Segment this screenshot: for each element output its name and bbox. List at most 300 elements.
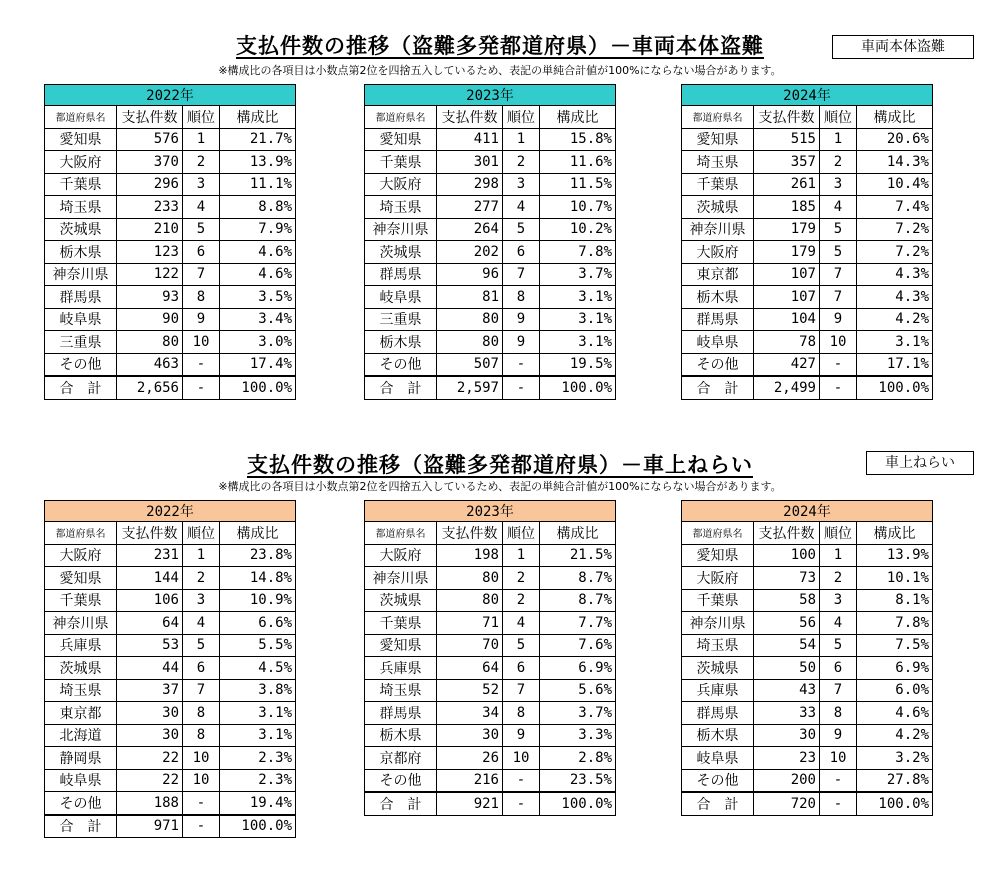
column-header-ratio: 構成比: [857, 106, 933, 129]
prefecture-cell: 神奈川県: [365, 567, 437, 590]
count-cell: 296: [117, 173, 183, 196]
rank-cell: 9: [503, 331, 540, 354]
rank-cell: 4: [503, 196, 540, 219]
count-cell: 81: [437, 286, 503, 309]
column-header-pref: 都道府県名: [365, 106, 437, 129]
prefecture-cell: 東京都: [45, 702, 117, 725]
year-row: [682, 85, 933, 106]
table-row: [682, 724, 933, 747]
table-row: [365, 724, 616, 747]
ratio-cell: 100.0%: [220, 376, 296, 399]
count-cell: 144: [117, 567, 183, 590]
table-row: [45, 128, 296, 151]
table-row: [45, 567, 296, 590]
table-row: [45, 657, 296, 680]
prefecture-cell: 大阪府: [45, 151, 117, 174]
column-header-count: 支払件数: [437, 522, 503, 545]
count-cell: 22: [117, 769, 183, 792]
prefecture-cell: 岐阜県: [365, 286, 437, 309]
column-header-ratio: 構成比: [540, 106, 616, 129]
ratio-cell: 3.1%: [540, 331, 616, 354]
rank-cell: 1: [183, 128, 220, 151]
ratio-cell: 4.5%: [220, 657, 296, 680]
count-cell: 427: [754, 353, 820, 376]
ratio-cell: 5.5%: [220, 634, 296, 657]
prefecture-cell: 栃木県: [45, 241, 117, 264]
column-header-ratio: 構成比: [220, 106, 296, 129]
ratio-cell: 7.6%: [540, 634, 616, 657]
prefecture-cell: 合 計: [45, 376, 117, 399]
prefecture-cell: 栃木県: [365, 331, 437, 354]
prefecture-cell: 栃木県: [682, 724, 754, 747]
ratio-cell: 3.5%: [220, 286, 296, 309]
year-table: [681, 500, 933, 816]
footnote: ※構成比の各項目は小数点第2位を四捨五入しているため、表記の単純合計値が100%にならない場合があります。: [218, 64, 782, 77]
table-row: [365, 657, 616, 680]
prefecture-cell: 合 計: [682, 376, 754, 399]
prefecture-cell: その他: [682, 353, 754, 376]
prefecture-cell: 千葉県: [365, 612, 437, 635]
table-row: [45, 769, 296, 792]
year-row: [45, 85, 296, 106]
count-cell: 80: [437, 308, 503, 331]
rank-cell: 5: [503, 218, 540, 241]
category-tag: 車両本体盗難: [832, 35, 974, 59]
table-row: [682, 657, 933, 680]
rank-cell: 1: [503, 128, 540, 151]
prefecture-cell: 群馬県: [682, 308, 754, 331]
rank-cell: -: [503, 353, 540, 376]
count-cell: 202: [437, 241, 503, 264]
prefecture-cell: 大阪府: [682, 567, 754, 590]
table-row: [682, 612, 933, 635]
count-cell: 2,656: [117, 376, 183, 399]
prefecture-cell: 神奈川県: [682, 218, 754, 241]
table-row: [45, 196, 296, 219]
table-row: [682, 331, 933, 354]
year-row: [45, 501, 296, 522]
count-cell: 198: [437, 544, 503, 567]
rank-cell: 3: [820, 173, 857, 196]
table-row: [365, 308, 616, 331]
column-header-rank: 順位: [503, 106, 540, 129]
rank-cell: 10: [183, 747, 220, 770]
prefecture-cell: 愛知県: [682, 128, 754, 151]
ratio-cell: 7.2%: [857, 218, 933, 241]
prefecture-cell: 神奈川県: [45, 263, 117, 286]
count-cell: 30: [117, 702, 183, 725]
ratio-cell: 4.6%: [220, 241, 296, 264]
ratio-cell: 7.4%: [857, 196, 933, 219]
prefecture-cell: 大阪府: [365, 173, 437, 196]
table-row: [365, 151, 616, 174]
count-cell: 50: [754, 657, 820, 680]
column-header-rank: 順位: [183, 522, 220, 545]
total-row: [45, 815, 296, 838]
rank-cell: 2: [503, 589, 540, 612]
total-row: [365, 792, 616, 815]
prefecture-cell: 愛知県: [45, 567, 117, 590]
count-cell: 64: [437, 657, 503, 680]
prefecture-cell: 京都府: [365, 747, 437, 770]
count-cell: 56: [754, 612, 820, 635]
table-row: [45, 747, 296, 770]
ratio-cell: 3.1%: [220, 702, 296, 725]
count-cell: 54: [754, 634, 820, 657]
count-cell: 23: [754, 747, 820, 770]
rank-cell: 9: [183, 308, 220, 331]
column-header-pref: 都道府県名: [45, 522, 117, 545]
rank-cell: 8: [503, 702, 540, 725]
ratio-cell: 17.4%: [220, 353, 296, 376]
count-cell: 231: [117, 544, 183, 567]
ratio-cell: 27.8%: [857, 769, 933, 792]
column-header-rank: 順位: [183, 106, 220, 129]
ratio-cell: 10.7%: [540, 196, 616, 219]
ratio-cell: 3.3%: [540, 724, 616, 747]
year-label: 2023年: [365, 85, 616, 106]
rank-cell: -: [503, 769, 540, 792]
ratio-cell: 7.2%: [857, 241, 933, 264]
column-header-ratio: 構成比: [540, 522, 616, 545]
table-row: [682, 263, 933, 286]
rank-cell: 10: [183, 769, 220, 792]
table-row: [682, 634, 933, 657]
total-row: [365, 376, 616, 399]
ratio-cell: 6.9%: [857, 657, 933, 680]
rank-cell: -: [820, 353, 857, 376]
prefecture-cell: 埼玉県: [365, 196, 437, 219]
table-row: [365, 679, 616, 702]
prefecture-cell: 栃木県: [682, 286, 754, 309]
count-cell: 53: [117, 634, 183, 657]
table-row: [45, 241, 296, 264]
column-header-count: 支払件数: [754, 522, 820, 545]
section-title: 支払件数の推移（盗難多発都道府県）－車両本体盗難: [236, 34, 764, 58]
count-cell: 96: [437, 263, 503, 286]
table-row: [45, 792, 296, 815]
prefecture-cell: 群馬県: [365, 263, 437, 286]
prefecture-cell: 岐阜県: [682, 331, 754, 354]
ratio-cell: 100.0%: [540, 792, 616, 815]
count-cell: 100: [754, 544, 820, 567]
year-label: 2022年: [45, 501, 296, 522]
rank-cell: 6: [183, 657, 220, 680]
table-row: [45, 702, 296, 725]
rank-cell: 8: [183, 702, 220, 725]
header-row: [45, 106, 296, 129]
rank-cell: 5: [820, 634, 857, 657]
count-cell: 90: [117, 308, 183, 331]
column-header-pref: 都道府県名: [682, 522, 754, 545]
count-cell: 298: [437, 173, 503, 196]
prefecture-cell: その他: [365, 769, 437, 792]
ratio-cell: 10.1%: [857, 567, 933, 590]
count-cell: 73: [754, 567, 820, 590]
header-row: [365, 522, 616, 545]
rank-cell: -: [820, 769, 857, 792]
column-header-rank: 順位: [820, 522, 857, 545]
ratio-cell: 8.8%: [220, 196, 296, 219]
table-row: [45, 218, 296, 241]
prefecture-cell: 愛知県: [45, 128, 117, 151]
table-row: [682, 173, 933, 196]
prefecture-cell: その他: [45, 792, 117, 815]
rank-cell: -: [503, 792, 540, 815]
table-row: [45, 151, 296, 174]
table-row: [682, 128, 933, 151]
count-cell: 370: [117, 151, 183, 174]
table-row: [365, 218, 616, 241]
rank-cell: 7: [820, 263, 857, 286]
table-row: [682, 196, 933, 219]
prefecture-cell: 群馬県: [365, 702, 437, 725]
table-row: [365, 702, 616, 725]
ratio-cell: 8.1%: [857, 589, 933, 612]
prefecture-cell: 群馬県: [45, 286, 117, 309]
rank-cell: 5: [183, 634, 220, 657]
rank-cell: 6: [183, 241, 220, 264]
ratio-cell: 8.7%: [540, 567, 616, 590]
prefecture-cell: 埼玉県: [45, 679, 117, 702]
count-cell: 64: [117, 612, 183, 635]
table-row: [682, 769, 933, 792]
rank-cell: 9: [820, 308, 857, 331]
table-row: [682, 544, 933, 567]
table-row: [45, 589, 296, 612]
prefecture-cell: 千葉県: [682, 589, 754, 612]
prefecture-cell: 埼玉県: [365, 679, 437, 702]
count-cell: 58: [754, 589, 820, 612]
table-row: [365, 544, 616, 567]
ratio-cell: 2.3%: [220, 769, 296, 792]
column-header-ratio: 構成比: [857, 522, 933, 545]
table-row: [365, 567, 616, 590]
rank-cell: 7: [820, 679, 857, 702]
column-header-pref: 都道府県名: [682, 106, 754, 129]
rank-cell: 2: [820, 567, 857, 590]
rank-cell: 1: [503, 544, 540, 567]
count-cell: 93: [117, 286, 183, 309]
prefecture-cell: 大阪府: [45, 544, 117, 567]
ratio-cell: 100.0%: [540, 376, 616, 399]
ratio-cell: 3.1%: [540, 286, 616, 309]
table-row: [45, 724, 296, 747]
header-row: [682, 522, 933, 545]
rank-cell: 4: [183, 612, 220, 635]
table-row: [45, 612, 296, 635]
ratio-cell: 3.8%: [220, 679, 296, 702]
count-cell: 107: [754, 286, 820, 309]
column-header-rank: 順位: [503, 522, 540, 545]
count-cell: 30: [117, 724, 183, 747]
rank-cell: 5: [820, 241, 857, 264]
table-row: [45, 331, 296, 354]
ratio-cell: 11.5%: [540, 173, 616, 196]
rank-cell: 9: [503, 724, 540, 747]
count-cell: 34: [437, 702, 503, 725]
prefecture-cell: 神奈川県: [45, 612, 117, 635]
ratio-cell: 4.6%: [220, 263, 296, 286]
table-row: [682, 218, 933, 241]
rank-cell: 10: [820, 331, 857, 354]
rank-cell: 10: [820, 747, 857, 770]
count-cell: 70: [437, 634, 503, 657]
ratio-cell: 6.0%: [857, 679, 933, 702]
prefecture-cell: 茨城県: [365, 241, 437, 264]
prefecture-cell: 合 計: [365, 376, 437, 399]
table-row: [682, 353, 933, 376]
ratio-cell: 14.8%: [220, 567, 296, 590]
ratio-cell: 20.6%: [857, 128, 933, 151]
table-row: [365, 286, 616, 309]
table-row: [682, 308, 933, 331]
year-table: [364, 500, 616, 816]
count-cell: 2,597: [437, 376, 503, 399]
prefecture-cell: その他: [45, 353, 117, 376]
column-header-pref: 都道府県名: [365, 522, 437, 545]
ratio-cell: 13.9%: [220, 151, 296, 174]
prefecture-cell: 群馬県: [682, 702, 754, 725]
category-tag: 車上ねらい: [866, 451, 974, 475]
count-cell: 233: [117, 196, 183, 219]
rank-cell: -: [503, 376, 540, 399]
table-row: [365, 769, 616, 792]
rank-cell: 4: [183, 196, 220, 219]
year-label: 2024年: [682, 85, 933, 106]
rank-cell: -: [820, 376, 857, 399]
rank-cell: 10: [183, 331, 220, 354]
ratio-cell: 4.2%: [857, 308, 933, 331]
header-row: [365, 106, 616, 129]
column-header-count: 支払件数: [437, 106, 503, 129]
table-row: [365, 173, 616, 196]
rank-cell: 3: [820, 589, 857, 612]
rank-cell: -: [183, 376, 220, 399]
prefecture-cell: 三重県: [365, 308, 437, 331]
prefecture-cell: 埼玉県: [45, 196, 117, 219]
table-row: [365, 747, 616, 770]
ratio-cell: 4.3%: [857, 286, 933, 309]
count-cell: 104: [754, 308, 820, 331]
prefecture-cell: 合 計: [45, 815, 117, 838]
prefecture-cell: 茨城県: [682, 657, 754, 680]
prefecture-cell: 千葉県: [45, 173, 117, 196]
table-row: [682, 747, 933, 770]
year-table: [364, 84, 616, 400]
rank-cell: 6: [503, 241, 540, 264]
count-cell: 179: [754, 218, 820, 241]
year-table: [681, 84, 933, 400]
year-label: 2024年: [682, 501, 933, 522]
count-cell: 507: [437, 353, 503, 376]
count-cell: 80: [117, 331, 183, 354]
table-row: [45, 308, 296, 331]
prefecture-cell: 岐阜県: [45, 308, 117, 331]
count-cell: 37: [117, 679, 183, 702]
prefecture-cell: 愛知県: [682, 544, 754, 567]
rank-cell: 7: [503, 679, 540, 702]
prefecture-cell: 愛知県: [365, 634, 437, 657]
rank-cell: 9: [820, 724, 857, 747]
ratio-cell: 7.7%: [540, 612, 616, 635]
count-cell: 2,499: [754, 376, 820, 399]
rank-cell: 1: [820, 544, 857, 567]
count-cell: 188: [117, 792, 183, 815]
column-header-count: 支払件数: [117, 522, 183, 545]
ratio-cell: 3.4%: [220, 308, 296, 331]
ratio-cell: 3.7%: [540, 263, 616, 286]
count-cell: 515: [754, 128, 820, 151]
prefecture-cell: 兵庫県: [365, 657, 437, 680]
table-row: [45, 544, 296, 567]
table-row: [682, 286, 933, 309]
rank-cell: 4: [503, 612, 540, 635]
ratio-cell: 3.0%: [220, 331, 296, 354]
ratio-cell: 19.4%: [220, 792, 296, 815]
rank-cell: 1: [183, 544, 220, 567]
ratio-cell: 13.9%: [857, 544, 933, 567]
count-cell: 264: [437, 218, 503, 241]
ratio-cell: 100.0%: [857, 792, 933, 815]
count-cell: 22: [117, 747, 183, 770]
count-cell: 33: [754, 702, 820, 725]
count-cell: 216: [437, 769, 503, 792]
ratio-cell: 4.6%: [857, 702, 933, 725]
ratio-cell: 7.5%: [857, 634, 933, 657]
count-cell: 971: [117, 815, 183, 838]
count-cell: 30: [437, 724, 503, 747]
rank-cell: -: [183, 815, 220, 838]
rank-cell: 7: [183, 263, 220, 286]
table-row: [365, 241, 616, 264]
table-row: [45, 634, 296, 657]
year-table: [44, 84, 296, 400]
ratio-cell: 11.1%: [220, 173, 296, 196]
count-cell: 411: [437, 128, 503, 151]
rank-cell: 3: [183, 173, 220, 196]
ratio-cell: 10.4%: [857, 173, 933, 196]
ratio-cell: 15.8%: [540, 128, 616, 151]
prefecture-cell: 合 計: [682, 792, 754, 815]
rank-cell: 5: [503, 634, 540, 657]
column-header-count: 支払件数: [117, 106, 183, 129]
prefecture-cell: 千葉県: [365, 151, 437, 174]
table-row: [682, 567, 933, 590]
prefecture-cell: 栃木県: [365, 724, 437, 747]
year-label: 2022年: [45, 85, 296, 106]
count-cell: 921: [437, 792, 503, 815]
count-cell: 210: [117, 218, 183, 241]
table-row: [45, 286, 296, 309]
rank-cell: 9: [503, 308, 540, 331]
ratio-cell: 3.1%: [540, 308, 616, 331]
year-row: [682, 501, 933, 522]
prefecture-cell: 神奈川県: [365, 218, 437, 241]
rank-cell: 7: [503, 263, 540, 286]
table-row: [682, 589, 933, 612]
ratio-cell: 2.3%: [220, 747, 296, 770]
rank-cell: -: [183, 792, 220, 815]
ratio-cell: 23.5%: [540, 769, 616, 792]
prefecture-cell: 岐阜県: [682, 747, 754, 770]
count-cell: 78: [754, 331, 820, 354]
prefecture-cell: 埼玉県: [682, 151, 754, 174]
total-row: [682, 792, 933, 815]
prefecture-cell: 茨城県: [682, 196, 754, 219]
prefecture-cell: 茨城県: [45, 218, 117, 241]
prefecture-cell: 北海道: [45, 724, 117, 747]
